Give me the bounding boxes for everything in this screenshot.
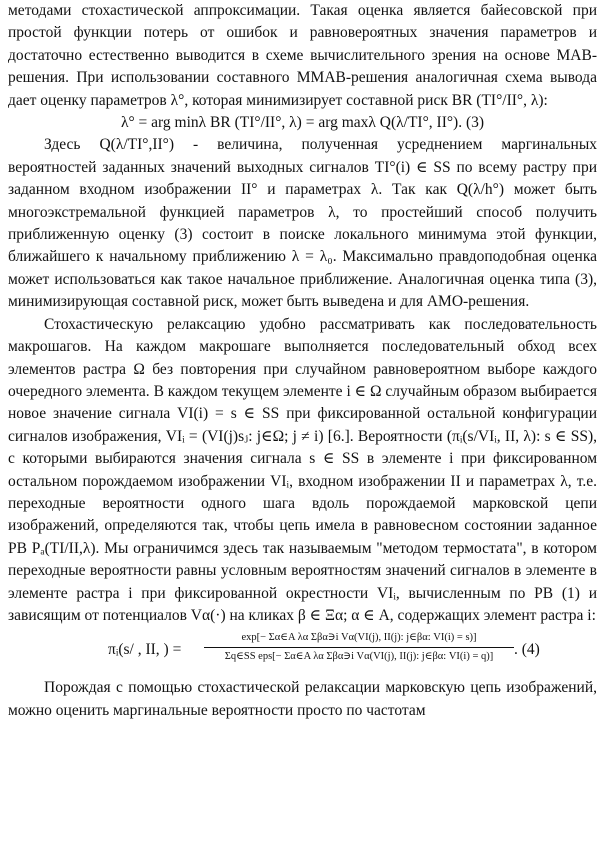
paragraph-stochastic-relaxation: Стохастическую релаксацию удобно рассматривать как последовательность макрошагов. На каждом макрошаге выполняется последовательный обход всех элементов растра Ω без повторения при случайном равновероятном выборе каждого очередного элемента. В каждом текущем элементе i ∈ Ω случайным образом выбирается новое значение сигнала VI(i) = s ∈ SS при фиксированной остальной конфигурации сигналов изображения, VIᵢ = (VI(j)sⱼ: j∈Ω; j ≠ i) [6.]. Вероятности (πᵢ(s/VIᵢ, II, λ): s ∈ SS), с которыми выбираются значения сигнала s ∈ SS в элементе i при фиксированном остальном порождаемом изображении VIᵢ, входном изображении II и параметрах λ, т.е. переходные вероятности одного шага вдоль порождаемой марковской цепи изображений, определяются так, чтобы цепь имела в равновесном состоянии заданное РВ Pₐ(TI/II,λ). Мы ограничимся здесь так называемым "методом термостата", в котором переходные вероятности равны условным вероятностям значений сигналов в элементе в элементе растра i при фиксированной окрестности VIᵢ, вычисленным по РВ (1) и зависящим от потенциалов Vα(·) на кликах β ∈ Ξα; α ∈ A, содержащих элемент растра i: — [8, 315, 597, 624]
formula-4-tag: . (4) — [514, 641, 540, 659]
formula-4-lhs: πᵢ(s/ , II, ) = — [108, 641, 182, 659]
formula-4-denominator: Σq∈SS eps[− Σα∈A λα Σβα∋i Vα(VI(j), II(j): j∈βα: VI(i) = q)] — [224, 651, 494, 663]
formula-4-fraction — [204, 629, 514, 665]
formula-4 — [8, 629, 597, 673]
paragraph-markov-chain: Порождая с помощью стохастической релаксации марковскую цепь изображений, можно оценить маргинальные вероятности просто по частотам — [8, 679, 597, 719]
formula-3: λ° = arg minλ BR (TI°/II°, λ) = arg maxλ Q(λ/TI°, II°). (3) — [120, 114, 485, 132]
paragraph-intro: методами стохастической аппроксимации. Такая оценка является байесовской при простой функции потерь от ошибок и равновероятных значения параметров и достаточно естественно выводится в схеме вычислительного зрения на основе МАВ-решения. При использовании составного ММАВ-решения аналогичная схема вывода дает оценку параметров λ°, которая минимизирует составной риск BR (TI°/II°, λ): — [8, 2, 597, 109]
formula-4-numerator: exp[− Σα∈A λα Σβα∋i Vα(VI(j), II(j): j∈βα: VI(i) = s)] — [204, 629, 514, 648]
paragraph-q-definition: Здесь Q(λ/TI°,II°) - величина, полученная усреднением маргинальных вероятностей заданных значений выходных сигналов TI°(i) ∈ SS по всему растру при заданном входном изображении II° и параметрах λ. Так как Q(λ/h°) может быть многоэкстремальной функцией параметров λ, то простейший способ получить приближенную оценку (3) состоит в поиске локального минимума этой функции, ближайшего к начальному приближению λ = λ₀. Максимально правдоподобная оценка может использоваться как такое начальное приближение. Аналогичная оценка типа (3), минимизирующая составной риск, может быть выведена и для АМО-решения. — [8, 136, 597, 311]
